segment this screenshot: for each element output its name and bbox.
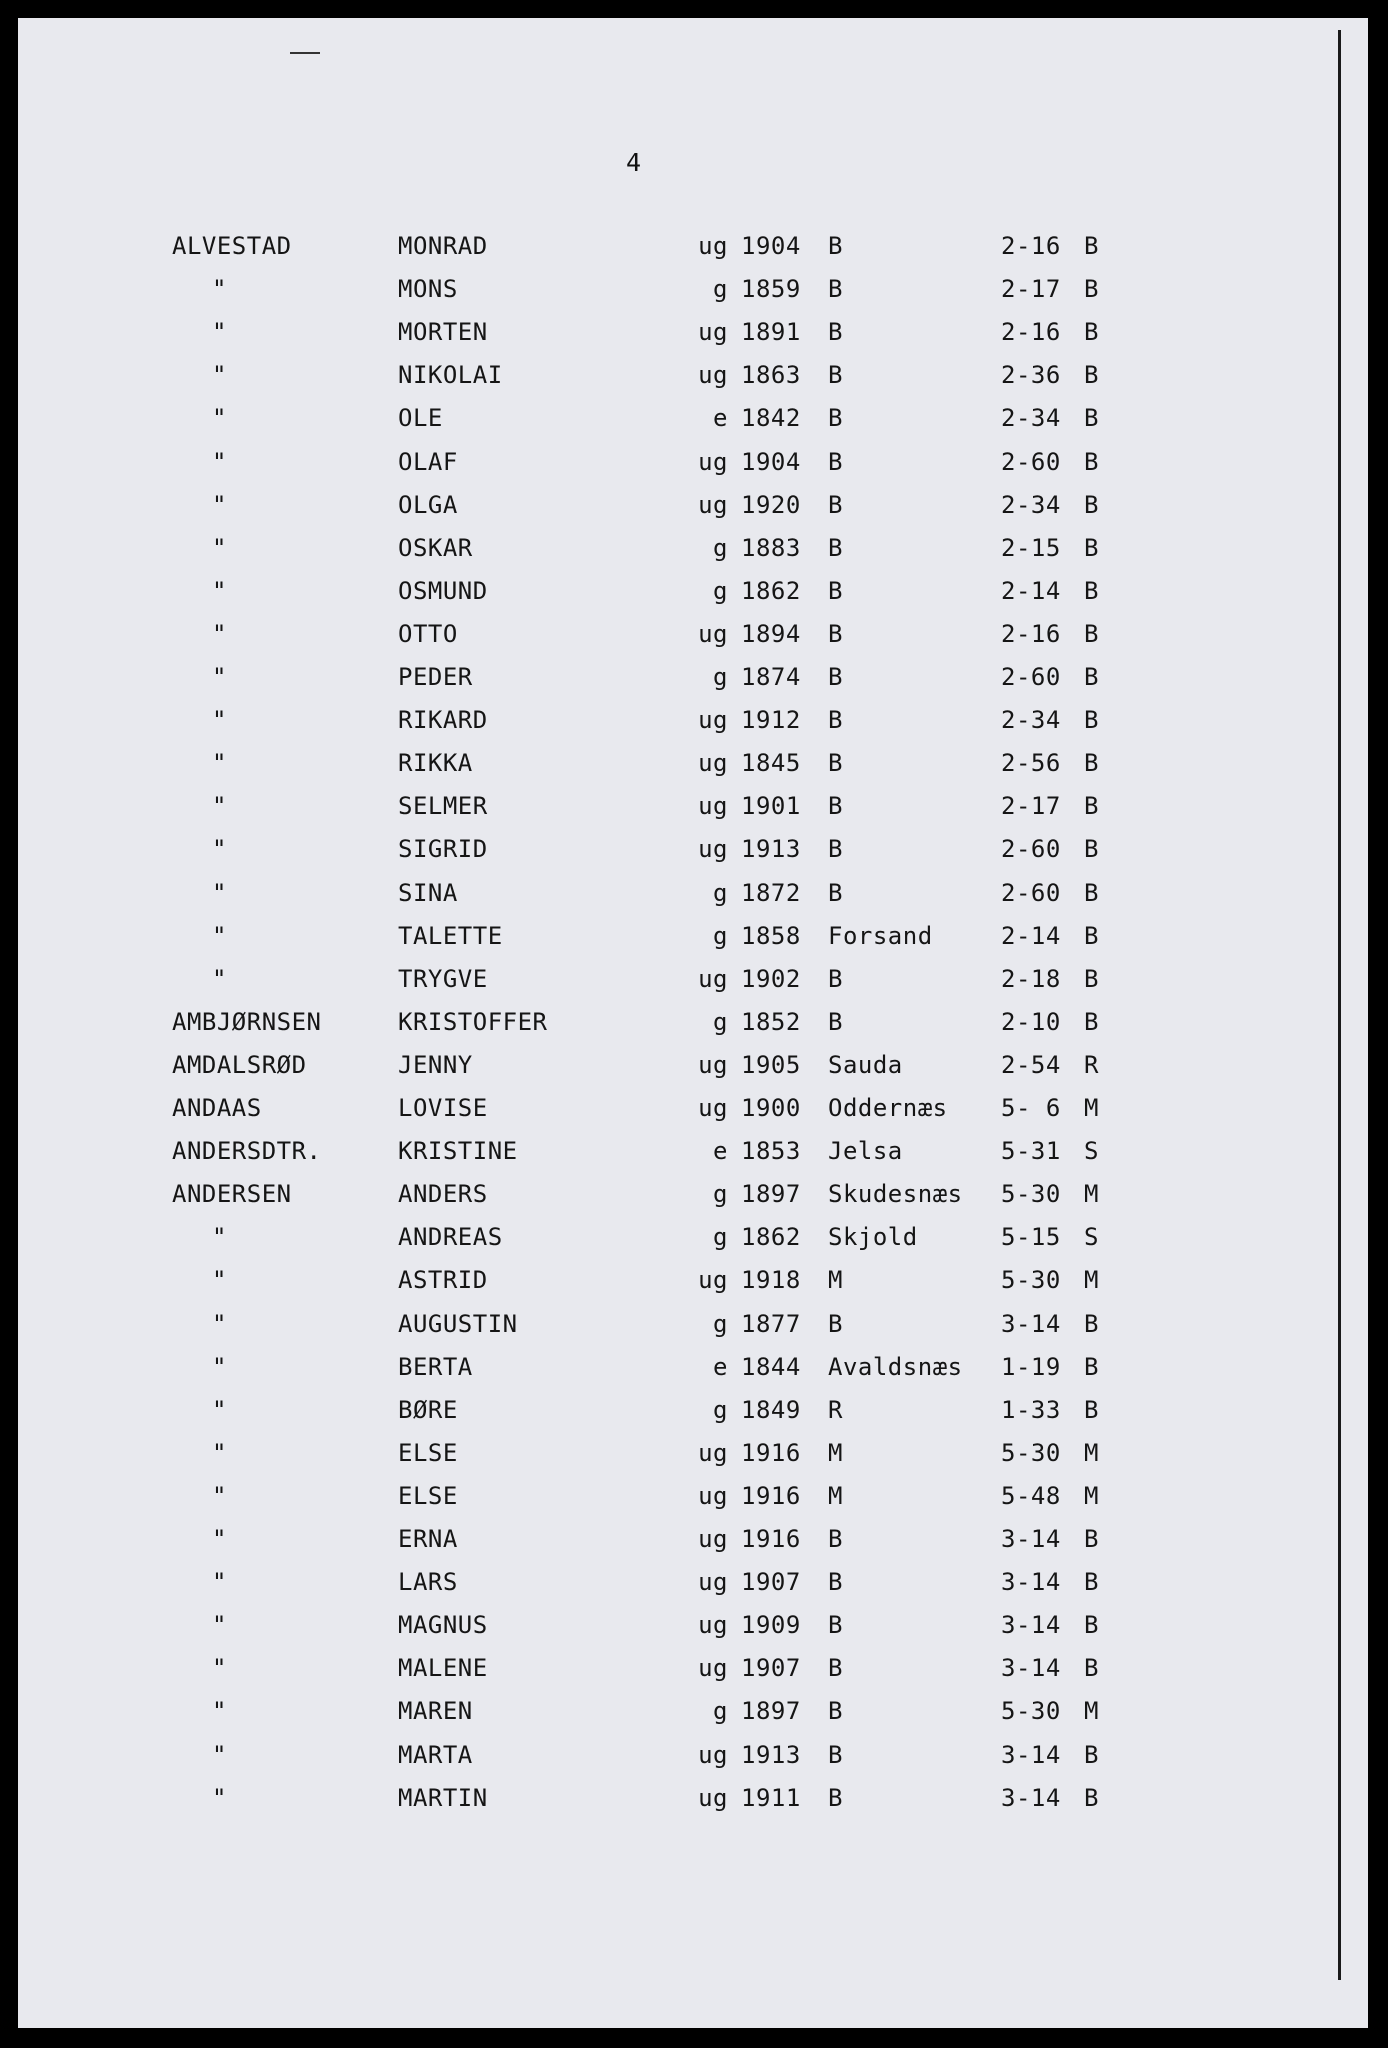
row-code: 2-60 (1001, 835, 1061, 863)
row-surname: AMBJØRNSEN (172, 1008, 322, 1036)
row-year: 1897 (741, 1697, 801, 1725)
register-row (0, 1353, 1388, 1393)
row-year: 1920 (741, 491, 801, 519)
row-given: OSKAR (398, 534, 473, 562)
row-letter: M (1084, 1180, 1099, 1208)
row-letter: B (1084, 318, 1099, 346)
row-surname: AMDALSRØD (172, 1051, 307, 1079)
row-year: 1916 (741, 1439, 801, 1467)
row-status: ug (698, 448, 728, 476)
row-letter: B (1084, 792, 1099, 820)
row-surname: " (212, 1353, 227, 1381)
page-number: 4 (626, 148, 642, 177)
row-code: 3-14 (1001, 1784, 1061, 1812)
row-year: 1916 (741, 1482, 801, 1510)
row-given: RIKKA (398, 749, 473, 777)
register-row (0, 1266, 1388, 1306)
row-given: LARS (398, 1568, 458, 1596)
row-year: 1904 (741, 448, 801, 476)
row-year: 1874 (741, 663, 801, 691)
row-given: MONRAD (398, 232, 488, 260)
row-surname: " (212, 965, 227, 993)
row-given: MONS (398, 275, 458, 303)
register-row (0, 922, 1388, 962)
row-surname: ANDERSEN (172, 1180, 292, 1208)
row-year: 1853 (741, 1137, 801, 1165)
register-row (0, 1223, 1388, 1263)
row-place: B (828, 275, 843, 303)
row-place: B (828, 577, 843, 605)
register-row (0, 1482, 1388, 1522)
row-given: OTTO (398, 620, 458, 648)
row-letter: S (1084, 1223, 1099, 1251)
row-given: TRYGVE (398, 965, 488, 993)
row-given: MORTEN (398, 318, 488, 346)
row-place: B (828, 1784, 843, 1812)
row-year: 1901 (741, 792, 801, 820)
row-letter: M (1084, 1094, 1099, 1122)
row-status: g (713, 275, 728, 303)
row-surname: " (212, 1439, 227, 1467)
row-place: Forsand (828, 922, 933, 950)
row-year: 1883 (741, 534, 801, 562)
row-status: ug (698, 1051, 728, 1079)
row-letter: B (1084, 1654, 1099, 1682)
row-code: 5-30 (1001, 1439, 1061, 1467)
row-year: 1849 (741, 1396, 801, 1424)
row-year: 1916 (741, 1525, 801, 1553)
row-given: ANDERS (398, 1180, 488, 1208)
row-status: ug (698, 1525, 728, 1553)
row-surname: ALVESTAD (172, 232, 292, 260)
row-status: g (713, 663, 728, 691)
row-given: ASTRID (398, 1266, 488, 1294)
row-year: 1909 (741, 1611, 801, 1639)
row-year: 1858 (741, 922, 801, 950)
row-status: g (713, 1396, 728, 1424)
row-surname: " (212, 1741, 227, 1769)
row-place: B (828, 1568, 843, 1596)
row-code: 2-10 (1001, 1008, 1061, 1036)
row-status: ug (698, 1568, 728, 1596)
row-year: 1904 (741, 232, 801, 260)
row-given: MAREN (398, 1697, 473, 1725)
register-row (0, 879, 1388, 919)
register-row (0, 318, 1388, 358)
row-surname: " (212, 663, 227, 691)
row-status: ug (698, 318, 728, 346)
row-letter: B (1084, 879, 1099, 907)
row-code: 5-30 (1001, 1697, 1061, 1725)
row-given: KRISTINE (398, 1137, 518, 1165)
row-code: 3-14 (1001, 1741, 1061, 1769)
row-place: B (828, 663, 843, 691)
row-status: g (713, 1697, 728, 1725)
row-status: g (713, 1310, 728, 1338)
row-given: MARTA (398, 1741, 473, 1769)
row-code: 3-14 (1001, 1310, 1061, 1338)
row-status: ug (698, 1654, 728, 1682)
row-code: 2-56 (1001, 749, 1061, 777)
row-letter: B (1084, 275, 1099, 303)
row-letter: B (1084, 1353, 1099, 1381)
register-row (0, 1137, 1388, 1177)
register-row (0, 749, 1388, 789)
row-code: 5-15 (1001, 1223, 1061, 1251)
row-place: M (828, 1439, 843, 1467)
row-year: 1900 (741, 1094, 801, 1122)
row-status: g (713, 1008, 728, 1036)
row-surname: " (212, 534, 227, 562)
row-surname: " (212, 275, 227, 303)
row-place: B (828, 1654, 843, 1682)
row-year: 1905 (741, 1051, 801, 1079)
row-place: B (828, 749, 843, 777)
row-place: Skjold (828, 1223, 918, 1251)
row-letter: B (1084, 1525, 1099, 1553)
row-year: 1862 (741, 577, 801, 605)
row-letter: B (1084, 749, 1099, 777)
row-place: B (828, 232, 843, 260)
row-letter: M (1084, 1266, 1099, 1294)
row-given: ELSE (398, 1482, 458, 1510)
row-letter: B (1084, 1396, 1099, 1424)
row-surname: " (212, 792, 227, 820)
row-letter: B (1084, 663, 1099, 691)
row-letter: B (1084, 1741, 1099, 1769)
register-row (0, 1697, 1388, 1737)
row-given: RIKARD (398, 706, 488, 734)
row-code: 2-14 (1001, 577, 1061, 605)
register-row (0, 1784, 1388, 1824)
row-year: 1862 (741, 1223, 801, 1251)
row-surname: " (212, 361, 227, 389)
row-given: BERTA (398, 1353, 473, 1381)
row-surname: " (212, 1568, 227, 1596)
row-code: 2-14 (1001, 922, 1061, 950)
row-place: B (828, 1310, 843, 1338)
row-letter: B (1084, 620, 1099, 648)
register-row (0, 1439, 1388, 1479)
row-letter: B (1084, 404, 1099, 432)
row-status: ug (698, 232, 728, 260)
row-status: ug (698, 749, 728, 777)
row-letter: M (1084, 1482, 1099, 1510)
row-surname: " (212, 1482, 227, 1510)
row-status: g (713, 1223, 728, 1251)
row-surname: ANDERSDTR. (172, 1137, 322, 1165)
row-letter: B (1084, 448, 1099, 476)
row-place: B (828, 879, 843, 907)
row-given: ELSE (398, 1439, 458, 1467)
row-surname: " (212, 1611, 227, 1639)
row-status: ug (698, 706, 728, 734)
row-surname: " (212, 1223, 227, 1251)
row-given: OLE (398, 404, 443, 432)
register-row (0, 706, 1388, 746)
register-row (0, 1396, 1388, 1436)
register-row (0, 663, 1388, 703)
row-letter: B (1084, 361, 1099, 389)
row-given: NIKOLAI (398, 361, 503, 389)
row-letter: B (1084, 491, 1099, 519)
row-given: PEDER (398, 663, 473, 691)
row-place: B (828, 965, 843, 993)
row-letter: B (1084, 835, 1099, 863)
row-status: ug (698, 1266, 728, 1294)
row-place: B (828, 620, 843, 648)
register-row (0, 620, 1388, 660)
register-row (0, 835, 1388, 875)
row-place: B (828, 1741, 843, 1769)
row-code: 3-14 (1001, 1654, 1061, 1682)
row-code: 3-14 (1001, 1611, 1061, 1639)
row-place: B (828, 706, 843, 734)
row-letter: R (1084, 1051, 1099, 1079)
row-code: 2-60 (1001, 448, 1061, 476)
row-year: 1907 (741, 1568, 801, 1596)
row-place: B (828, 792, 843, 820)
row-given: MARTIN (398, 1784, 488, 1812)
row-given: LOVISE (398, 1094, 488, 1122)
row-status: e (713, 404, 728, 432)
register-row (0, 534, 1388, 574)
row-year: 1891 (741, 318, 801, 346)
row-status: g (713, 1180, 728, 1208)
row-surname: " (212, 749, 227, 777)
row-letter: B (1084, 577, 1099, 605)
row-code: 2-17 (1001, 275, 1061, 303)
row-surname: " (212, 1697, 227, 1725)
row-surname: " (212, 491, 227, 519)
register-row (0, 275, 1388, 315)
row-place: Skudesnæs (828, 1180, 963, 1208)
row-status: ug (698, 1611, 728, 1639)
row-year: 1902 (741, 965, 801, 993)
row-year: 1897 (741, 1180, 801, 1208)
row-status: ug (698, 965, 728, 993)
row-given: SINA (398, 879, 458, 907)
row-place: B (828, 448, 843, 476)
row-code: 2-17 (1001, 792, 1061, 820)
row-code: 5-30 (1001, 1266, 1061, 1294)
row-given: ERNA (398, 1525, 458, 1553)
row-place: Jelsa (828, 1137, 903, 1165)
row-status: ug (698, 491, 728, 519)
row-given: OSMUND (398, 577, 488, 605)
row-letter: B (1084, 1008, 1099, 1036)
row-given: KRISTOFFER (398, 1008, 548, 1036)
row-surname: " (212, 1525, 227, 1553)
row-year: 1913 (741, 1741, 801, 1769)
row-code: 2-36 (1001, 361, 1061, 389)
row-place: B (828, 835, 843, 863)
row-status: ug (698, 1439, 728, 1467)
row-code: 1-19 (1001, 1353, 1061, 1381)
row-given: MAGNUS (398, 1611, 488, 1639)
row-status: e (713, 1137, 728, 1165)
row-year: 1842 (741, 404, 801, 432)
row-surname: " (212, 1654, 227, 1682)
row-year: 1863 (741, 361, 801, 389)
register-row (0, 1051, 1388, 1091)
row-surname: " (212, 879, 227, 907)
row-letter: B (1084, 1784, 1099, 1812)
row-given: AUGUSTIN (398, 1310, 518, 1338)
register-row (0, 1654, 1388, 1694)
row-place: M (828, 1482, 843, 1510)
row-surname: " (212, 835, 227, 863)
row-given: TALETTE (398, 922, 503, 950)
row-place: B (828, 534, 843, 562)
row-status: e (713, 1353, 728, 1381)
row-surname: " (212, 404, 227, 432)
row-code: 2-34 (1001, 491, 1061, 519)
row-status: ug (698, 1482, 728, 1510)
row-code: 2-54 (1001, 1051, 1061, 1079)
row-code: 2-16 (1001, 318, 1061, 346)
row-surname: " (212, 922, 227, 950)
row-given: SIGRID (398, 835, 488, 863)
row-code: 2-15 (1001, 534, 1061, 562)
register-row (0, 577, 1388, 617)
row-surname: ANDAAS (172, 1094, 262, 1122)
row-letter: B (1084, 1568, 1099, 1596)
row-given: SELMER (398, 792, 488, 820)
row-year: 1911 (741, 1784, 801, 1812)
row-place: B (828, 1697, 843, 1725)
row-place: Avaldsnæs (828, 1353, 963, 1381)
row-letter: B (1084, 965, 1099, 993)
header-dash (290, 52, 320, 54)
row-status: ug (698, 792, 728, 820)
row-place: B (828, 1008, 843, 1036)
register-row (0, 1741, 1388, 1781)
row-letter: B (1084, 706, 1099, 734)
row-status: g (713, 922, 728, 950)
row-surname: " (212, 448, 227, 476)
row-place: Sauda (828, 1051, 903, 1079)
row-surname: " (212, 620, 227, 648)
row-year: 1852 (741, 1008, 801, 1036)
register-row (0, 965, 1388, 1005)
row-place: B (828, 318, 843, 346)
row-year: 1872 (741, 879, 801, 907)
row-code: 2-34 (1001, 706, 1061, 734)
register-row (0, 1568, 1388, 1608)
register-row (0, 404, 1388, 444)
register-row (0, 1310, 1388, 1350)
register-row (0, 792, 1388, 832)
row-year: 1913 (741, 835, 801, 863)
row-place: B (828, 1611, 843, 1639)
row-year: 1844 (741, 1353, 801, 1381)
row-status: ug (698, 1094, 728, 1122)
row-code: 5-30 (1001, 1180, 1061, 1208)
row-letter: S (1084, 1137, 1099, 1165)
row-status: ug (698, 1784, 728, 1812)
register-row (0, 1611, 1388, 1651)
row-place: M (828, 1266, 843, 1294)
register-row (0, 448, 1388, 488)
row-year: 1918 (741, 1266, 801, 1294)
row-code: 3-14 (1001, 1525, 1061, 1553)
row-status: g (713, 879, 728, 907)
row-letter: B (1084, 232, 1099, 260)
row-place: B (828, 404, 843, 432)
row-place: B (828, 491, 843, 519)
register-row (0, 1094, 1388, 1134)
row-code: 2-18 (1001, 965, 1061, 993)
row-letter: B (1084, 922, 1099, 950)
row-year: 1894 (741, 620, 801, 648)
row-status: ug (698, 620, 728, 648)
register-row (0, 1180, 1388, 1220)
row-given: MALENE (398, 1654, 488, 1682)
register-row (0, 361, 1388, 401)
row-code: 2-16 (1001, 620, 1061, 648)
register-row (0, 1008, 1388, 1048)
row-letter: B (1084, 1310, 1099, 1338)
row-given: JENNY (398, 1051, 473, 1079)
row-code: 5- 6 (1001, 1094, 1061, 1122)
row-surname: " (212, 318, 227, 346)
row-given: ANDREAS (398, 1223, 503, 1251)
row-place: B (828, 1525, 843, 1553)
row-code: 2-34 (1001, 404, 1061, 432)
row-status: g (713, 577, 728, 605)
row-given: OLAF (398, 448, 458, 476)
row-surname: " (212, 577, 227, 605)
row-code: 3-14 (1001, 1568, 1061, 1596)
row-code: 2-16 (1001, 232, 1061, 260)
row-surname: " (212, 1266, 227, 1294)
row-code: 2-60 (1001, 663, 1061, 691)
row-letter: M (1084, 1697, 1099, 1725)
row-status: ug (698, 361, 728, 389)
row-given: OLGA (398, 491, 458, 519)
row-surname: " (212, 1310, 227, 1338)
row-place: R (828, 1396, 843, 1424)
row-letter: B (1084, 534, 1099, 562)
row-status: ug (698, 1741, 728, 1769)
row-given: BØRE (398, 1396, 458, 1424)
row-status: g (713, 534, 728, 562)
register-row (0, 1525, 1388, 1565)
row-surname: " (212, 1396, 227, 1424)
row-year: 1859 (741, 275, 801, 303)
row-letter: M (1084, 1439, 1099, 1467)
row-place: B (828, 361, 843, 389)
row-year: 1912 (741, 706, 801, 734)
row-year: 1907 (741, 1654, 801, 1682)
register-row (0, 491, 1388, 531)
row-code: 2-60 (1001, 879, 1061, 907)
row-place: Oddernæs (828, 1094, 948, 1122)
row-code: 5-48 (1001, 1482, 1061, 1510)
row-surname: " (212, 706, 227, 734)
register-row (0, 232, 1388, 272)
row-letter: B (1084, 1611, 1099, 1639)
row-year: 1877 (741, 1310, 801, 1338)
row-code: 5-31 (1001, 1137, 1061, 1165)
row-status: ug (698, 835, 728, 863)
row-year: 1845 (741, 749, 801, 777)
row-code: 1-33 (1001, 1396, 1061, 1424)
row-surname: " (212, 1784, 227, 1812)
